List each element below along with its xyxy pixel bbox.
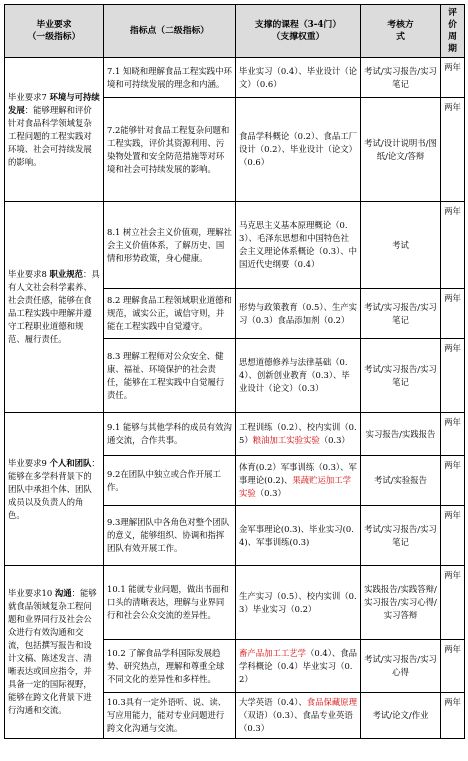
requirement-description: ：能够在多学科背景下的团队中承担个体、团队成员以及负责人的角色。 — [8, 457, 100, 520]
evaluation-period: 两年 — [444, 62, 461, 72]
evaluation-period-cell — [441, 566, 465, 640]
courses-cell — [236, 202, 361, 289]
evaluation-period: 两年 — [444, 102, 461, 112]
assessment-method: 考试/实习报告/实习笔记 — [364, 301, 437, 325]
indicator-cell — [104, 413, 236, 456]
table-row — [5, 566, 465, 640]
assessment-method-cell — [361, 289, 441, 339]
assessment-method: 实践报告/实践答辩/实习报告/实习心得/实习答辩 — [364, 584, 437, 620]
indicator-text: 9.1 能够与其他学科的成员有效沟通交流，合作共事。 — [107, 422, 232, 445]
course-text: （0.3） — [255, 488, 286, 498]
course-highlight: 畜产品加工工艺学 — [239, 647, 306, 658]
assessment-method-cell — [361, 640, 441, 693]
course-text: 马克思主义基本原理概论（0.3）、毛泽东思想和中国特色社会主义理论体系概论（0.3）、中国近代史纲要（0.4） — [239, 220, 357, 269]
courses-cell — [236, 98, 361, 202]
requirement-prefix: 毕业要求9 — [8, 457, 50, 468]
evaluation-period: 两年 — [444, 510, 461, 520]
courses-cell — [236, 413, 361, 456]
indicator-text: 8.3 理解工程师对公众安全、健康、福祉、环境保护的社会责任，能够在工程实践中自觉履行责任。 — [107, 350, 225, 400]
graduation-requirements-table — [4, 4, 465, 739]
evaluation-period-cell — [441, 506, 465, 566]
header-courses-line1: 支撑的课程（3-4门） — [254, 20, 342, 30]
indicator-text: 10.3具有一定外语听、说、读、写应用能力，能对专业问题进行跨文化沟通与交流。 — [107, 697, 227, 733]
header-courses — [236, 5, 361, 58]
assessment-method-cell — [361, 202, 441, 289]
header-period-line1: 评 — [448, 8, 457, 18]
evaluation-period-cell — [441, 202, 465, 289]
requirement-cell — [5, 566, 104, 739]
evaluation-period: 两年 — [444, 697, 461, 707]
evaluation-period: 两年 — [444, 644, 461, 654]
courses-cell — [236, 58, 361, 98]
header-requirement-line2: （一级指标） — [27, 32, 81, 42]
assessment-method: 考试/实习报告/实习笔记 — [364, 523, 437, 547]
table-header-row — [5, 5, 465, 58]
course-text: （0.4）、食品学科概论（0.4）毕业实习（0.2） — [239, 647, 357, 684]
header-method — [361, 5, 441, 58]
indicator-text: 9.2在团队中独立或合作开展工作。 — [107, 468, 221, 492]
indicator-text: 7.2能够针对食品工程复杂问题和工程实践，评价其资源利用、污染物处置和安全防范措施等对环境和社会可持续发展的影响。 — [107, 124, 230, 174]
header-period-line3: 周 — [448, 32, 457, 42]
indicator-text: 10.1 能就专业问题，做出书面和口头的清晰表达，理解与业界同行和社会公众交流的差异性。 — [107, 584, 229, 620]
header-indicator — [104, 5, 236, 58]
requirement-title: 环境与可持续发展 — [8, 91, 100, 115]
evaluation-period: 两年 — [444, 293, 461, 303]
evaluation-period: 两年 — [444, 460, 461, 470]
course-text: （双语）（0.3）、食品专业英语（0.3） — [239, 710, 353, 733]
requirements-table-container — [4, 4, 464, 739]
evaluation-period-cell — [441, 98, 465, 202]
requirement-cell — [5, 413, 104, 566]
assessment-method: 考试/实习报告/实习笔记 — [364, 363, 437, 387]
header-period — [441, 5, 465, 58]
assessment-method-cell — [361, 339, 441, 413]
indicator-cell — [104, 202, 236, 289]
course-text: 金军事理论(0.3)、毕业实习(0.4)、军事训练(0.3) — [239, 523, 354, 547]
evaluation-period-cell — [441, 339, 465, 413]
evaluation-period-cell — [441, 456, 465, 506]
header-indicator-text: 指标点（二级指标） — [129, 26, 210, 36]
courses-cell — [236, 339, 361, 413]
courses-cell — [236, 640, 361, 693]
assessment-method-cell — [361, 58, 441, 98]
table-row — [5, 413, 465, 456]
table-body — [5, 58, 465, 739]
indicator-cell — [104, 456, 236, 506]
requirement-description: ：能够理解和评价针对食品科学领域复杂工程问题的工程实践对环境、社会可持续发展的影响。 — [8, 104, 92, 167]
assessment-method-cell — [361, 456, 441, 506]
course-text: 毕业实习（0.4）、毕业设计（论文）（0.6） — [239, 65, 357, 89]
table-row — [5, 58, 465, 98]
course-highlight: 食品保藏原理 — [306, 697, 357, 707]
courses-cell — [236, 456, 361, 506]
evaluation-period-cell — [441, 413, 465, 456]
header-method-line2: 式 — [396, 32, 405, 42]
indicator-cell — [104, 693, 236, 739]
evaluation-period-cell — [441, 693, 465, 739]
header-requirement-line1: 毕业要求 — [36, 20, 72, 30]
assessment-method-cell — [361, 413, 441, 456]
assessment-method: 考试/实验报告 — [373, 475, 428, 485]
requirement-cell — [5, 58, 104, 202]
assessment-method: 实习报告/实践报告 — [365, 428, 436, 439]
course-text: 体育(0.2）军事训练（0.3）、军事理论(0.2)、 — [239, 462, 357, 485]
header-period-line2: 价 — [448, 20, 457, 30]
indicator-cell — [104, 506, 236, 566]
course-highlight: 粮油加工实验实验 — [252, 435, 320, 445]
assessment-method-cell — [361, 98, 441, 202]
requirement-prefix: 毕业要求7 — [8, 91, 50, 102]
indicator-text: 7.1 知晓和理解食品工程实践中环境和可持续发展的理念和内涵。 — [107, 65, 232, 89]
indicator-cell — [104, 58, 236, 98]
header-courses-line2: （支撑权重） — [271, 32, 325, 42]
indicator-text: 8.1 树立社会主义价值观，理解社会主义价值体系，了解历史、国情和形势政策，身心健康。 — [107, 226, 232, 263]
evaluation-period-cell — [441, 289, 465, 339]
course-text: 思想道德修养与法律基础（0.4）、创新创业教育（0.3）、毕业设计（论文）（0.3） — [239, 357, 350, 393]
evaluation-period: 两年 — [444, 343, 461, 353]
requirement-description: ：能够就食品领域复杂工程问题和业界同行及社会公众进行有效沟通和交流，包括撰写报告和设计文稿、陈述发言、清晰表达或回应指令，并具备一定的国际视野，能够在跨文化背景下进行沟通和交流。 — [8, 588, 97, 715]
header-method-line1: 考核方 — [387, 20, 414, 30]
course-text: 工程训练（0.2）、校内实训（0.5） — [239, 422, 357, 445]
evaluation-period-cell — [441, 640, 465, 693]
requirement-prefix: 毕业要求10 — [8, 588, 55, 598]
requirement-title: 职业规范 — [49, 269, 83, 279]
indicator-cell — [104, 640, 236, 693]
header-period-line4: 期 — [448, 44, 457, 54]
requirement-cell — [5, 202, 104, 413]
evaluation-period: 两年 — [444, 570, 461, 580]
indicator-text: 9.3理解团队中各角色对整个团队的意义，能够组织、协调和指挥团队有效开展工作。 — [107, 517, 230, 553]
course-highlight: 果蔬贮运加工学实验 — [239, 475, 351, 498]
requirement-title: 个人和团队 — [49, 457, 92, 468]
indicator-cell — [104, 98, 236, 202]
assessment-method: 考试/实习报告/实习心得 — [364, 654, 437, 677]
evaluation-period-cell — [441, 58, 465, 98]
courses-cell — [236, 289, 361, 339]
course-text: 大学英语（0.4）、 — [239, 697, 307, 707]
assessment-method: 考试 — [392, 239, 409, 250]
indicator-cell — [104, 339, 236, 413]
requirement-prefix: 毕业要求8 — [8, 269, 50, 279]
indicator-text: 8.2 理解食品工程领域职业道德和规范，诚实公正，诚信守则，并能在工程实践中自觉遵守。 — [107, 295, 232, 331]
requirement-title: 沟通 — [54, 588, 72, 598]
evaluation-period: 两年 — [444, 206, 461, 216]
course-text: 生产实习（0.5）、校内实训（0.3）毕业实习（0.2） — [239, 590, 357, 614]
indicator-cell — [104, 566, 236, 640]
indicator-cell — [104, 289, 236, 339]
assessment-method: 考试/设计说明书/图纸/论文/答辩 — [364, 137, 437, 161]
courses-cell — [236, 566, 361, 640]
indicator-text: 10.2 了解食品学科国际发展趋势、研究热点，理解和尊重全球不同文化的差异性和多样性。 — [107, 647, 225, 684]
requirement-description: ：具有人文社会科学素养、社会责任感，能够在食品工程实践中理解并遵守工程职业道德和规范、履行责任。 — [8, 269, 100, 344]
assessment-method-cell — [361, 566, 441, 640]
assessment-method-cell — [361, 506, 441, 566]
assessment-method-cell — [361, 693, 441, 739]
courses-cell — [236, 693, 361, 739]
course-text: 食品学科概论（0.2）、食品工厂设计（0.2）、毕业设计（论文）（0.6） — [239, 131, 357, 167]
evaluation-period: 两年 — [444, 417, 461, 427]
assessment-method: 考试/实习报告/实习笔记 — [364, 65, 437, 89]
course-text: 形势与政策教育（0.5）、生产实习（0.3）食品添加剂（0.2） — [239, 301, 357, 325]
table-row — [5, 202, 465, 289]
header-requirement — [5, 5, 104, 58]
courses-cell — [236, 506, 361, 566]
assessment-method: 考试/论文/作业 — [372, 710, 429, 720]
course-text: （0.3） — [319, 435, 350, 445]
